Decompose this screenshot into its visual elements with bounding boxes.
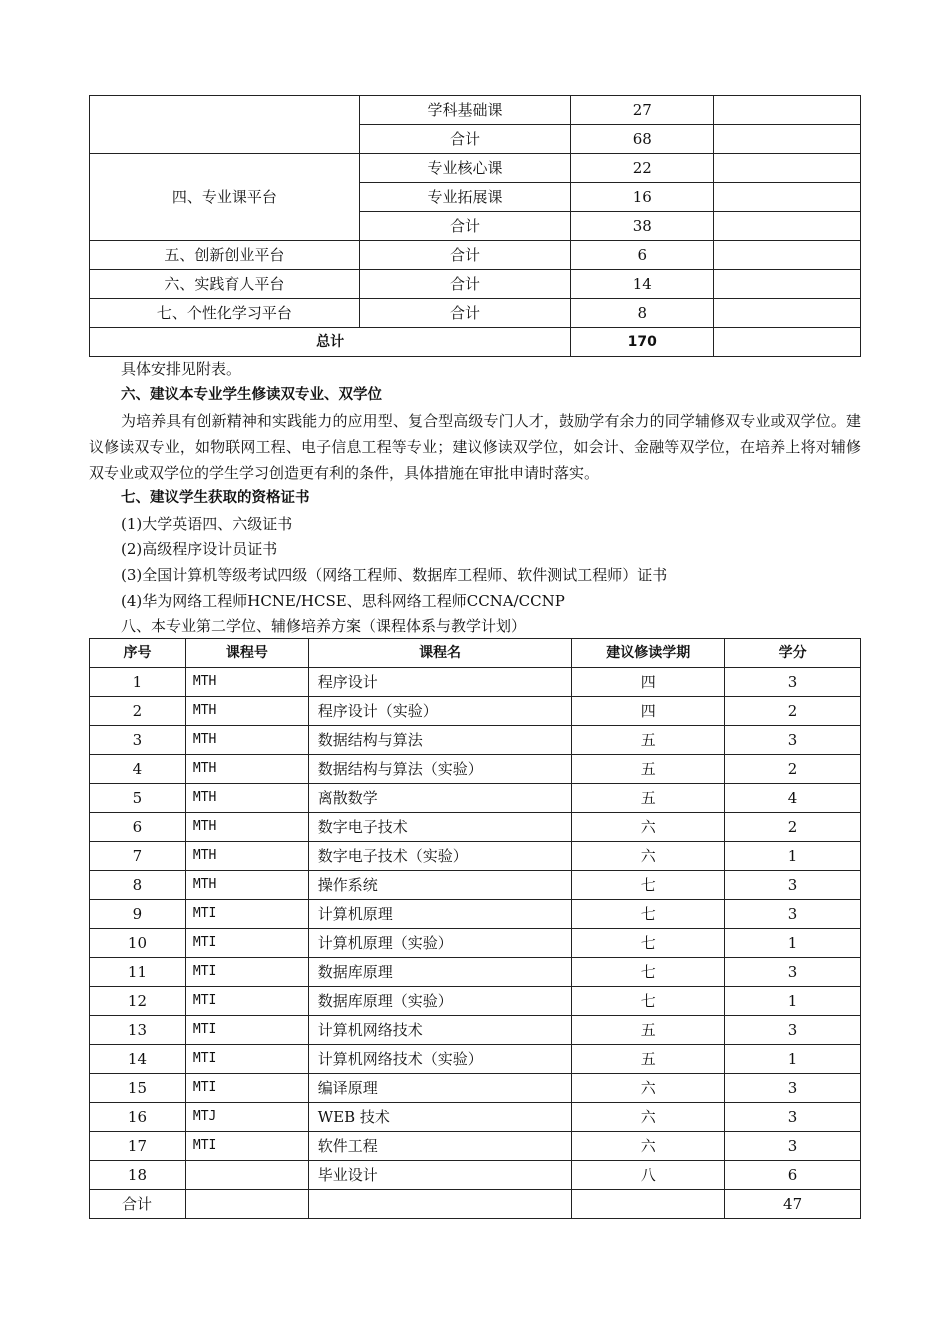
- note-cell: [714, 96, 861, 125]
- table-row: [90, 1045, 861, 1074]
- section8-title: 八、本专业第二学位、辅修培养方案（课程体系与教学计划）: [121, 617, 527, 635]
- cert-item: (2)高级程序设计员证书: [121, 540, 278, 558]
- credits-cell: 3: [725, 668, 861, 697]
- table-row: [90, 1132, 861, 1161]
- note-cell: [714, 241, 861, 270]
- course-name-cell: 数据库原理（实验）: [308, 987, 572, 1016]
- code-cell: MTI: [185, 987, 308, 1016]
- credits-cell: 1: [725, 987, 861, 1016]
- credits-cell: 3: [725, 1132, 861, 1161]
- index-cell: 12: [90, 987, 186, 1016]
- credits-cell: 1: [725, 842, 861, 871]
- credits-cell: 3: [725, 871, 861, 900]
- credits-cell: 16: [571, 183, 714, 212]
- index-cell: 14: [90, 1045, 186, 1074]
- table-row: [90, 929, 861, 958]
- course-name-cell: 程序设计: [308, 668, 572, 697]
- cert-item: (3)全国计算机等级考试四级（网络工程师、数据库工程师、软件测试工程师）证书: [121, 566, 668, 584]
- col-header-name: 课程名: [308, 639, 572, 668]
- term-cell: 七: [572, 929, 725, 958]
- credits-cell: 14: [571, 270, 714, 299]
- section7-title: 七、建议学生获取的资格证书: [121, 490, 310, 506]
- credits-cell: 1: [725, 929, 861, 958]
- index-cell: 2: [90, 697, 186, 726]
- credits-cell: 3: [725, 1016, 861, 1045]
- cert-item: (4)华为网络工程师HCNE/HCSE、思科网络工程师CCNA/CCNP: [121, 592, 565, 610]
- table-row: [90, 96, 861, 125]
- platform-cell: 六、实践育人平台: [90, 270, 360, 299]
- table-row: [90, 726, 861, 755]
- term-cell: 五: [572, 726, 725, 755]
- cert-item: (1)大学英语四、六级证书: [121, 515, 293, 533]
- item-cell: 合计: [359, 212, 571, 241]
- course-name-cell: 数据结构与算法: [308, 726, 572, 755]
- col-header-credits: 学分: [725, 639, 861, 668]
- course-name-cell: 计算机网络技术: [308, 1016, 572, 1045]
- term-cell: 五: [572, 1016, 725, 1045]
- credits-cell: 68: [571, 125, 714, 154]
- credits-cell: 6: [571, 241, 714, 270]
- code-cell: MTH: [185, 784, 308, 813]
- term-cell: 四: [572, 668, 725, 697]
- credit-summary-table: [89, 95, 861, 357]
- total-row: [90, 1190, 861, 1219]
- credits-cell: 3: [725, 1074, 861, 1103]
- course-name-cell: 编译原理: [308, 1074, 572, 1103]
- course-name-cell: 数字电子技术: [308, 813, 572, 842]
- credits-cell: 3: [725, 900, 861, 929]
- code-cell: MTJ: [185, 1103, 308, 1132]
- term-cell: 五: [572, 1045, 725, 1074]
- term-cell: 六: [572, 813, 725, 842]
- course-name-cell: 计算机原理: [308, 900, 572, 929]
- index-cell: 合计: [90, 1190, 186, 1219]
- code-cell: MTI: [185, 1045, 308, 1074]
- table-row: [90, 1074, 861, 1103]
- item-cell: 专业核心课: [359, 154, 571, 183]
- table-row: [90, 241, 861, 270]
- table-row: [90, 755, 861, 784]
- course-name-cell: 操作系统: [308, 871, 572, 900]
- course-name-cell: 离散数学: [308, 784, 572, 813]
- course-name-cell: 计算机原理（实验）: [308, 929, 572, 958]
- code-cell: MTH: [185, 813, 308, 842]
- term-cell: 八: [572, 1161, 725, 1190]
- course-name-cell: 软件工程: [308, 1132, 572, 1161]
- index-cell: 15: [90, 1074, 186, 1103]
- course-plan-table: [89, 638, 861, 1219]
- code-cell: MTI: [185, 1016, 308, 1045]
- credits-cell: 1: [725, 1045, 861, 1074]
- credits-cell: 38: [571, 212, 714, 241]
- index-cell: 7: [90, 842, 186, 871]
- section6-title: 六、建议本专业学生修读双专业、双学位: [121, 387, 382, 403]
- note-cell: [714, 270, 861, 299]
- term-cell: 七: [572, 900, 725, 929]
- credits-cell: 22: [571, 154, 714, 183]
- term-cell: 七: [572, 987, 725, 1016]
- code-cell: MTI: [185, 900, 308, 929]
- table-row: [90, 987, 861, 1016]
- index-cell: 18: [90, 1161, 186, 1190]
- section6-paragraph: [89, 408, 861, 486]
- course-table-body: [90, 668, 861, 1219]
- code-cell: MTI: [185, 1074, 308, 1103]
- item-cell: 合计: [359, 299, 571, 328]
- course-name-cell: 程序设计（实验）: [308, 697, 572, 726]
- term-cell: [572, 1190, 725, 1219]
- table-row: [90, 1103, 861, 1132]
- term-cell: 七: [572, 871, 725, 900]
- platform-cell: [90, 96, 360, 154]
- code-cell: MTH: [185, 726, 308, 755]
- credits-cell: 6: [725, 1161, 861, 1190]
- table-row: [90, 813, 861, 842]
- item-cell: 合计: [359, 270, 571, 299]
- table-row: [90, 900, 861, 929]
- schedule-note: 具体安排见附表。: [121, 360, 242, 378]
- credits-cell: 4: [725, 784, 861, 813]
- total-label: 总计: [90, 328, 571, 357]
- term-cell: 四: [572, 697, 725, 726]
- code-cell: MTI: [185, 929, 308, 958]
- credits-cell: 27: [571, 96, 714, 125]
- credits-cell: 2: [725, 697, 861, 726]
- code-cell: MTI: [185, 1132, 308, 1161]
- index-cell: 3: [90, 726, 186, 755]
- credits-cell: 2: [725, 813, 861, 842]
- course-name-cell: 数据库原理: [308, 958, 572, 987]
- note-cell: [714, 328, 861, 357]
- note-cell: [714, 154, 861, 183]
- col-header-code: 课程号: [185, 639, 308, 668]
- table-row: [90, 299, 861, 328]
- index-cell: 1: [90, 668, 186, 697]
- index-cell: 6: [90, 813, 186, 842]
- term-cell: 七: [572, 958, 725, 987]
- table-row: [90, 1161, 861, 1190]
- credits-cell: 47: [725, 1190, 861, 1219]
- item-cell: 合计: [359, 241, 571, 270]
- table-row: [90, 871, 861, 900]
- index-cell: 5: [90, 784, 186, 813]
- platform-cell: 七、个性化学习平台: [90, 299, 360, 328]
- table-row: [90, 1016, 861, 1045]
- code-cell: MTH: [185, 871, 308, 900]
- table-row: [90, 958, 861, 987]
- credits-cell: 3: [725, 1103, 861, 1132]
- course-name-cell: 数字电子技术（实验）: [308, 842, 572, 871]
- code-cell: MTH: [185, 668, 308, 697]
- table-row: [90, 784, 861, 813]
- index-cell: 10: [90, 929, 186, 958]
- term-cell: 五: [572, 784, 725, 813]
- course-name-cell: 毕业设计: [308, 1161, 572, 1190]
- platform-cell: 四、专业课平台: [90, 154, 360, 241]
- term-cell: 六: [572, 1103, 725, 1132]
- credits-cell: 3: [725, 958, 861, 987]
- section6-body: 为培养具有创新精神和实践能力的应用型、复合型高级专门人才，鼓励学有余力的同学辅修双专业或双学位。建议修读双专业，如物联网工程、电子信息工程等专业；建议修读双学位，如会计、金融等双学位，在培养上将对辅修双专业或双学位的学生学习创造更有利的条件，具体措施在审批申请时落实。: [89, 412, 861, 482]
- index-cell: 8: [90, 871, 186, 900]
- col-header-index: 序号: [90, 639, 186, 668]
- index-cell: 16: [90, 1103, 186, 1132]
- note-cell: [714, 125, 861, 154]
- credits-cell: 8: [571, 299, 714, 328]
- item-cell: 学科基础课: [359, 96, 571, 125]
- code-cell: MTH: [185, 697, 308, 726]
- platform-cell: 五、创新创业平台: [90, 241, 360, 270]
- total-credits: 170: [571, 328, 714, 357]
- index-cell: 13: [90, 1016, 186, 1045]
- course-name-cell: [308, 1190, 572, 1219]
- index-cell: 4: [90, 755, 186, 784]
- term-cell: 六: [572, 842, 725, 871]
- code-cell: [185, 1161, 308, 1190]
- course-name-cell: WEB 技术: [308, 1103, 572, 1132]
- credits-cell: 3: [725, 726, 861, 755]
- note-cell: [714, 299, 861, 328]
- course-name-cell: 计算机网络技术（实验）: [308, 1045, 572, 1074]
- term-cell: 六: [572, 1132, 725, 1161]
- table-row: [90, 842, 861, 871]
- item-cell: 专业拓展课: [359, 183, 571, 212]
- table-row: [90, 697, 861, 726]
- note-cell: [714, 183, 861, 212]
- total-row: [90, 328, 861, 357]
- index-cell: 11: [90, 958, 186, 987]
- header-row: [90, 639, 861, 668]
- code-cell: MTI: [185, 958, 308, 987]
- index-cell: 17: [90, 1132, 186, 1161]
- code-cell: MTH: [185, 755, 308, 784]
- code-cell: MTH: [185, 842, 308, 871]
- term-cell: 六: [572, 1074, 725, 1103]
- credits-cell: 2: [725, 755, 861, 784]
- col-header-term: 建议修读学期: [572, 639, 725, 668]
- table-row: [90, 270, 861, 299]
- item-cell: 合计: [359, 125, 571, 154]
- term-cell: 五: [572, 755, 725, 784]
- table-row: [90, 154, 861, 183]
- course-name-cell: 数据结构与算法（实验）: [308, 755, 572, 784]
- note-cell: [714, 212, 861, 241]
- code-cell: [185, 1190, 308, 1219]
- index-cell: 9: [90, 900, 186, 929]
- table-row: [90, 668, 861, 697]
